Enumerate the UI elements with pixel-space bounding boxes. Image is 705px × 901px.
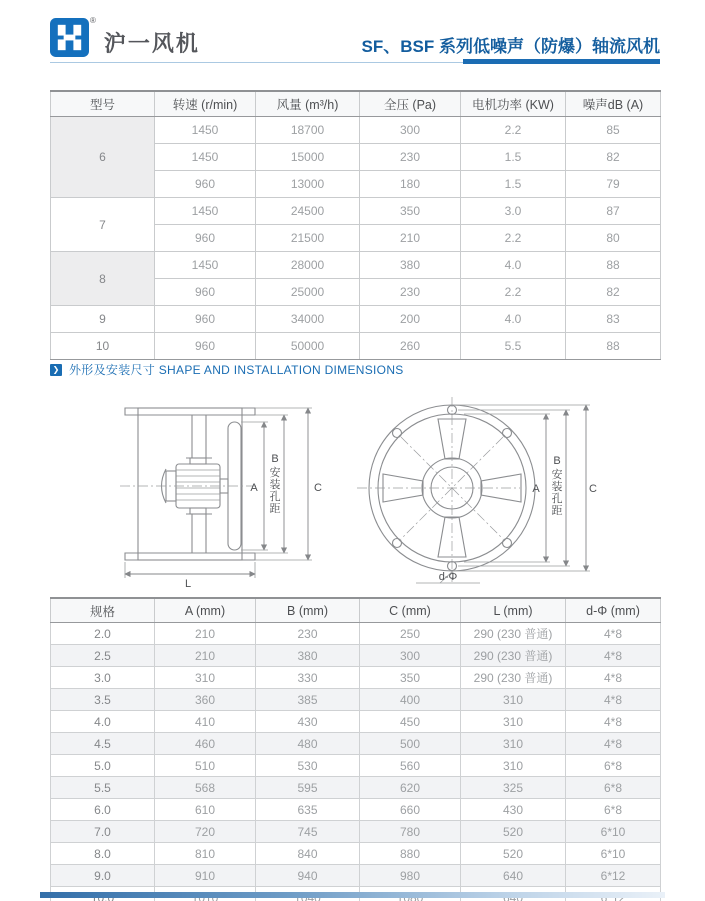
- section-title-text: [69, 361, 404, 378]
- data-cell: 5.5: [51, 777, 155, 799]
- data-cell: 350: [360, 198, 461, 225]
- brand-logo-icon: [50, 18, 89, 57]
- header-divider-accent: [463, 59, 660, 64]
- data-cell: 2.0: [51, 623, 155, 645]
- data-cell: 4.5: [51, 733, 155, 755]
- brand-logo: [50, 18, 200, 58]
- data-cell: 310: [461, 689, 566, 711]
- data-cell: 300: [360, 645, 461, 667]
- svg-text:B: B: [553, 455, 561, 467]
- table-row: [51, 865, 661, 887]
- column-header: d-Φ (mm): [566, 598, 661, 623]
- data-cell: 6*10: [566, 843, 661, 865]
- data-cell: 310: [461, 733, 566, 755]
- model-cell: 8: [51, 252, 155, 306]
- data-cell: 9.0: [51, 865, 155, 887]
- data-cell: 290 (230 普通): [461, 667, 566, 689]
- data-cell: 6*8: [566, 799, 661, 821]
- column-header: 噪声dB (A): [566, 91, 661, 117]
- data-cell: 82: [566, 144, 661, 171]
- data-cell: 4.0: [461, 252, 566, 279]
- data-cell: 300: [360, 117, 461, 144]
- data-cell: 380: [360, 252, 461, 279]
- data-cell: 200: [360, 306, 461, 333]
- data-cell: 560: [360, 755, 461, 777]
- data-cell: 230: [360, 144, 461, 171]
- data-cell: 6*12: [566, 865, 661, 887]
- data-cell: 500: [360, 733, 461, 755]
- table-row: [51, 198, 661, 225]
- data-cell: 4*8: [566, 733, 661, 755]
- brand-name: 沪一风机: [103, 31, 200, 56]
- data-cell: 1.5: [461, 144, 566, 171]
- column-header: 转速 (r/min): [155, 91, 256, 117]
- data-cell: 7.0: [51, 821, 155, 843]
- column-header: A (mm): [155, 598, 256, 623]
- data-cell: 310: [461, 755, 566, 777]
- mounting-pitch-label: 安装孔距: [551, 469, 563, 517]
- data-cell: 2.2: [461, 225, 566, 252]
- data-cell: 5.0: [51, 755, 155, 777]
- data-cell: 180: [360, 171, 461, 198]
- data-cell: 4*8: [566, 645, 661, 667]
- data-cell: 6*10: [566, 821, 661, 843]
- data-cell: 595: [256, 777, 360, 799]
- table-row: [51, 821, 661, 843]
- data-cell: 660: [360, 799, 461, 821]
- section-title: [50, 361, 404, 378]
- model-cell: 9: [51, 306, 155, 333]
- data-cell: 640: [461, 865, 566, 887]
- data-cell: 385: [256, 689, 360, 711]
- data-cell: 1450: [155, 117, 256, 144]
- column-header: B (mm): [256, 598, 360, 623]
- column-header: 风量 (m³/h): [256, 91, 360, 117]
- data-cell: 82: [566, 279, 661, 306]
- data-cell: 940: [256, 865, 360, 887]
- hole-spec-label: d-Φ: [438, 571, 458, 583]
- data-cell: 350: [360, 667, 461, 689]
- table-row: [51, 645, 661, 667]
- data-cell: 520: [461, 821, 566, 843]
- data-cell: 310: [155, 667, 256, 689]
- data-cell: 410: [155, 711, 256, 733]
- data-cell: 330: [256, 667, 360, 689]
- data-cell: 250: [360, 623, 461, 645]
- data-cell: 960: [155, 279, 256, 306]
- installation-diagrams: [0, 392, 705, 592]
- fan-side-view-diagram: [116, 392, 351, 589]
- data-cell: 210: [360, 225, 461, 252]
- data-cell: 880: [360, 843, 461, 865]
- data-cell: 380: [256, 645, 360, 667]
- performance-table: [50, 90, 661, 360]
- data-cell: 18700: [256, 117, 360, 144]
- page-title: SF、BSF 系列低噪声（防爆）轴流风机: [361, 37, 660, 56]
- table-row: [51, 689, 661, 711]
- table-row: [51, 252, 661, 279]
- data-cell: 4*8: [566, 667, 661, 689]
- data-cell: 83: [566, 306, 661, 333]
- data-cell: 2.5: [51, 645, 155, 667]
- data-cell: 4*8: [566, 623, 661, 645]
- data-cell: 6*8: [566, 755, 661, 777]
- data-cell: 6*8: [566, 777, 661, 799]
- column-header: L (mm): [461, 598, 566, 623]
- mounting-pitch-label: 安装孔距: [269, 467, 281, 515]
- data-cell: 1450: [155, 252, 256, 279]
- column-header: 电机功率 (KW): [461, 91, 566, 117]
- data-cell: 530: [256, 755, 360, 777]
- section-title-zh: 外形及安装尺寸: [69, 363, 156, 377]
- data-cell: 15000: [256, 144, 360, 171]
- model-cell: 10: [51, 333, 155, 360]
- data-cell: 3.0: [51, 667, 155, 689]
- data-cell: 960: [155, 306, 256, 333]
- table-row: [51, 333, 661, 360]
- column-header: 型号: [51, 91, 155, 117]
- data-cell: 87: [566, 198, 661, 225]
- table-row: [51, 667, 661, 689]
- table-row: [51, 733, 661, 755]
- data-cell: 3.0: [461, 198, 566, 225]
- data-cell: 400: [360, 689, 461, 711]
- data-cell: 360: [155, 689, 256, 711]
- data-cell: 840: [256, 843, 360, 865]
- data-cell: 13000: [256, 171, 360, 198]
- data-cell: 88: [566, 252, 661, 279]
- data-cell: 5.5: [461, 333, 566, 360]
- data-cell: 21500: [256, 225, 360, 252]
- fan-front-view-diagram: [352, 392, 599, 589]
- data-cell: 450: [360, 711, 461, 733]
- column-header: C (mm): [360, 598, 461, 623]
- table-row: [51, 755, 661, 777]
- data-cell: 80: [566, 225, 661, 252]
- data-cell: 3.5: [51, 689, 155, 711]
- footer-accent-bar: [40, 892, 665, 898]
- data-cell: 960: [155, 333, 256, 360]
- dimensions-table-header-row: [51, 598, 661, 623]
- data-cell: 290 (230 普通): [461, 645, 566, 667]
- data-cell: 24500: [256, 198, 360, 225]
- data-cell: 4*8: [566, 689, 661, 711]
- data-cell: 230: [360, 279, 461, 306]
- data-cell: 1450: [155, 144, 256, 171]
- data-cell: 6.0: [51, 799, 155, 821]
- model-cell: 6: [51, 117, 155, 198]
- data-cell: 260: [360, 333, 461, 360]
- data-cell: 210: [155, 623, 256, 645]
- data-cell: 25000: [256, 279, 360, 306]
- data-cell: 230: [256, 623, 360, 645]
- svg-text:B: B: [271, 453, 279, 465]
- svg-text:C: C: [314, 482, 322, 494]
- data-cell: 480: [256, 733, 360, 755]
- column-header: 全压 (Pa): [360, 91, 461, 117]
- data-cell: 88: [566, 333, 661, 360]
- column-header: 规格: [51, 598, 155, 623]
- page-header: [50, 16, 660, 62]
- data-cell: 510: [155, 755, 256, 777]
- model-cell: 7: [51, 198, 155, 252]
- data-cell: 610: [155, 799, 256, 821]
- data-cell: 34000: [256, 306, 360, 333]
- performance-table-header-row: [51, 91, 661, 117]
- table-row: [51, 711, 661, 733]
- data-cell: 4*8: [566, 711, 661, 733]
- data-cell: 1.5: [461, 171, 566, 198]
- data-cell: 745: [256, 821, 360, 843]
- data-cell: 1450: [155, 198, 256, 225]
- data-cell: 2.2: [461, 117, 566, 144]
- table-row: [51, 799, 661, 821]
- data-cell: 430: [256, 711, 360, 733]
- table-row: [51, 843, 661, 865]
- data-cell: 4.0: [461, 306, 566, 333]
- svg-text:A: A: [250, 482, 258, 494]
- table-row: [51, 117, 661, 144]
- data-cell: 430: [461, 799, 566, 821]
- data-cell: 635: [256, 799, 360, 821]
- data-cell: 50000: [256, 333, 360, 360]
- data-cell: 910: [155, 865, 256, 887]
- table-row: [51, 777, 661, 799]
- data-cell: 85: [566, 117, 661, 144]
- data-cell: 460: [155, 733, 256, 755]
- data-cell: 310: [461, 711, 566, 733]
- data-cell: 8.0: [51, 843, 155, 865]
- data-cell: 568: [155, 777, 256, 799]
- svg-text:L: L: [184, 578, 192, 589]
- data-cell: 325: [461, 777, 566, 799]
- svg-text:A: A: [532, 483, 540, 495]
- data-cell: 210: [155, 645, 256, 667]
- data-cell: 79: [566, 171, 661, 198]
- table-row: [51, 623, 661, 645]
- registered-trademark-icon: ®: [90, 16, 96, 25]
- svg-text:C: C: [589, 483, 597, 495]
- data-cell: 720: [155, 821, 256, 843]
- section-arrow-icon: ❯: [50, 364, 62, 376]
- section-title-en: SHAPE AND INSTALLATION DIMENSIONS: [158, 363, 404, 377]
- data-cell: 980: [360, 865, 461, 887]
- data-cell: 810: [155, 843, 256, 865]
- table-row: [51, 306, 661, 333]
- data-cell: 28000: [256, 252, 360, 279]
- data-cell: 960: [155, 225, 256, 252]
- data-cell: 620: [360, 777, 461, 799]
- data-cell: 520: [461, 843, 566, 865]
- data-cell: 960: [155, 171, 256, 198]
- data-cell: 2.2: [461, 279, 566, 306]
- dimensions-table: [50, 597, 661, 901]
- data-cell: 780: [360, 821, 461, 843]
- data-cell: 4.0: [51, 711, 155, 733]
- data-cell: 290 (230 普通): [461, 623, 566, 645]
